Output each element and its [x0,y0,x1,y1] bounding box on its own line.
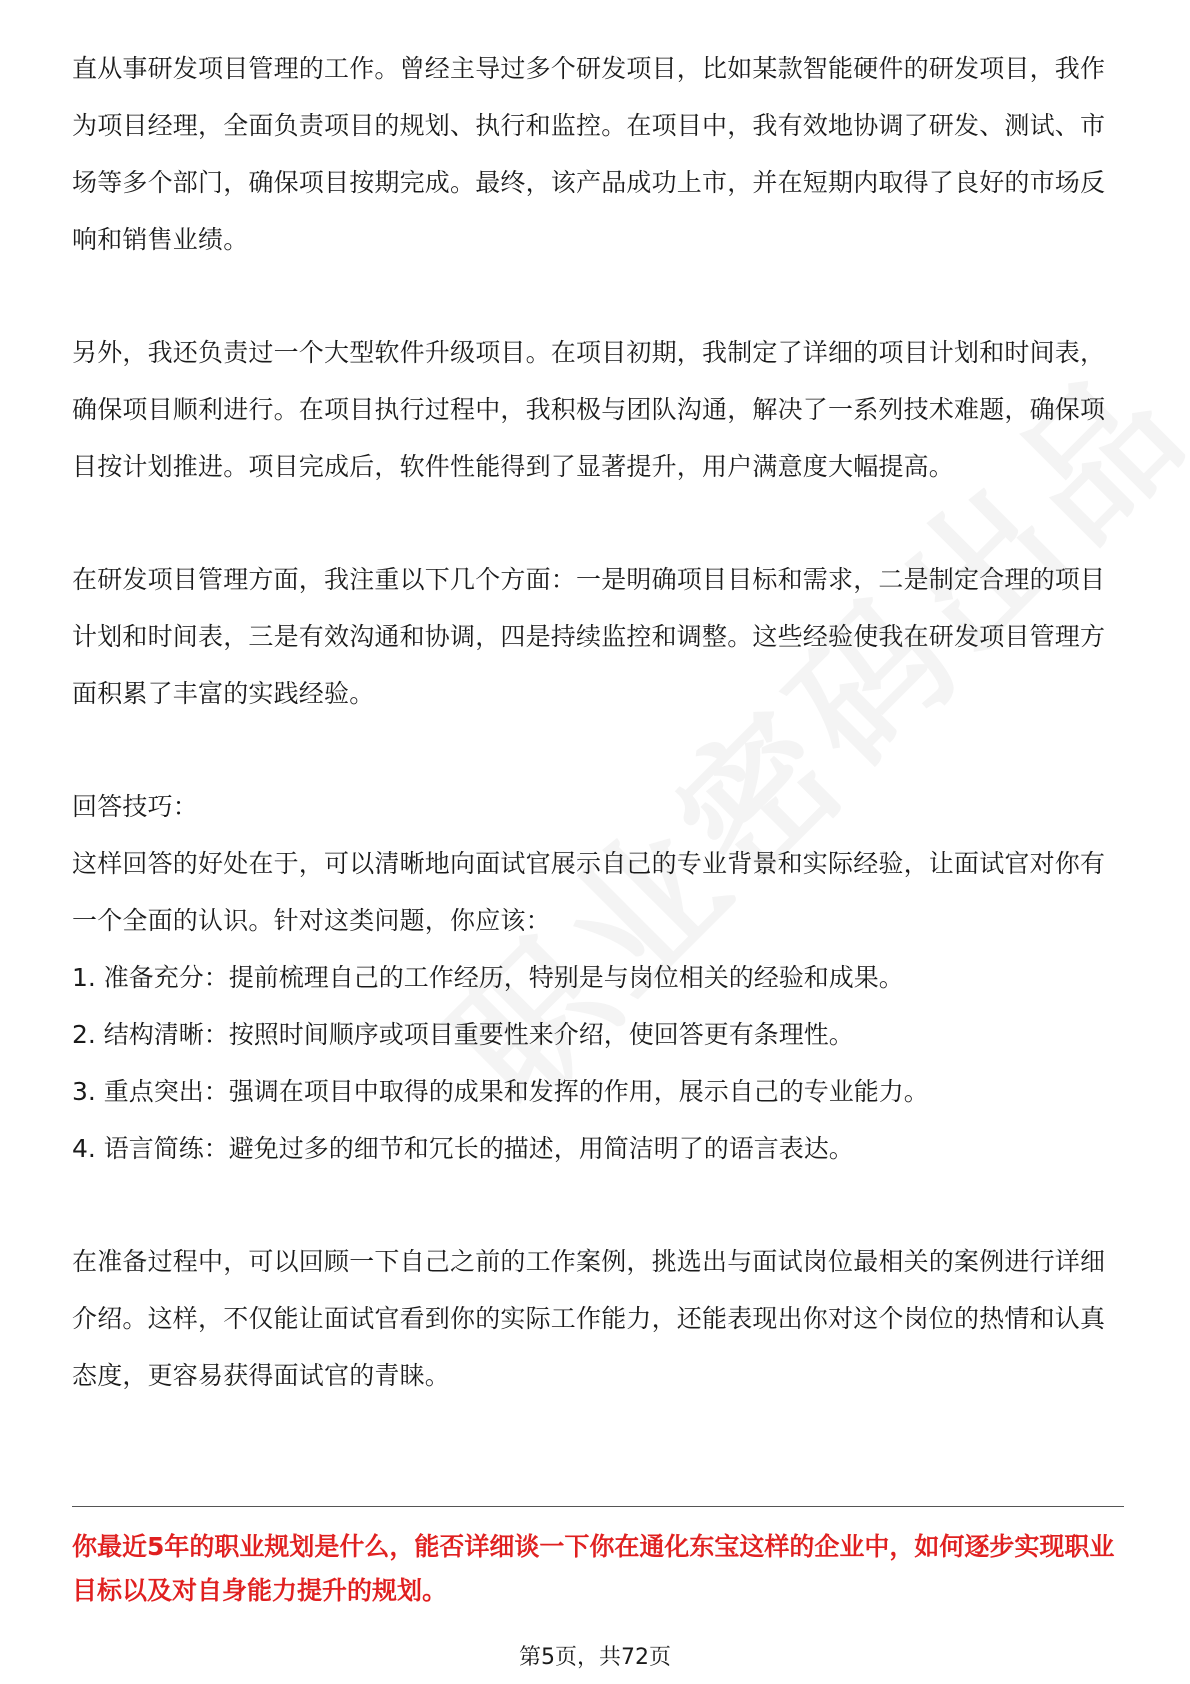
tips-heading: 回答技巧： [72,792,199,821]
tip-item-2: 2. 结构清晰：按照时间顺序或项目重要性来介绍，使回答更有条理性。 [72,1020,854,1049]
paragraph-1: 直从事研发项目管理的工作。曾经主导过多个研发项目，比如某款智能硬件的研发项目，我作为项目经理，全面负责项目的规划、执行和监控。在项目中，我有效地协调了研发、测试、市场等多个部门，确保项目按期完成。最终，该产品成功上市，并在短期内取得了良好的市场反响和销售业绩。 [72,54,1106,254]
tips-intro: 这样回答的好处在于，可以清晰地向面试官展示自己的专业背景和实际经验，让面试官对你有一个全面的认识。针对这类问题，你应该： [72,849,1106,935]
paragraph-gap [72,1177,1122,1233]
paragraph-gap [72,495,1122,551]
paragraph-gap [72,268,1122,324]
tip-item-1: 1. 准备充分：提前梳理自己的工作经历，特别是与岗位相关的经验和成果。 [72,963,904,992]
document-body [72,40,1122,1404]
page-footer: 第5页，共72页 [519,1645,671,1670]
paragraph-4: 在准备过程中，可以回顾一下自己之前的工作案例，挑选出与面试岗位最相关的案例进行详细介绍。这样，不仅能让面试官看到你的实际工作能力，还能表现出你对这个岗位的热情和认真态度，更容易获得面试官的青睐。 [72,1247,1106,1390]
next-interview-question: 你最近5年的职业规划是什么，能否详细谈一下你在通化东宝这样的企业中，如何逐步实现职业目标以及对自身能力提升的规划。 [72,1532,1115,1605]
tip-item-3: 3. 重点突出：强调在项目中取得的成果和发挥的作用，展示自己的专业能力。 [72,1077,929,1106]
section-divider [72,1506,1124,1507]
paragraph-gap [72,722,1122,778]
paragraph-3: 在研发项目管理方面，我注重以下几个方面：一是明确项目目标和需求，二是制定合理的项目计划和时间表，三是有效沟通和协调，四是持续监控和调整。这些经验使我在研发项目管理方面积累了丰富的实践经验。 [72,565,1106,708]
paragraph-2: 另外，我还负责过一个大型软件升级项目。在项目初期，我制定了详细的项目计划和时间表，确保项目顺利进行。在项目执行过程中，我积极与团队沟通，解决了一系列技术难题，确保项目按计划推进。项目完成后，软件性能得到了显著提升，用户满意度大幅提高。 [72,338,1106,481]
tip-item-4: 4. 语言简练：避免过多的细节和冗长的描述，用简洁明了的语言表达。 [72,1134,854,1163]
